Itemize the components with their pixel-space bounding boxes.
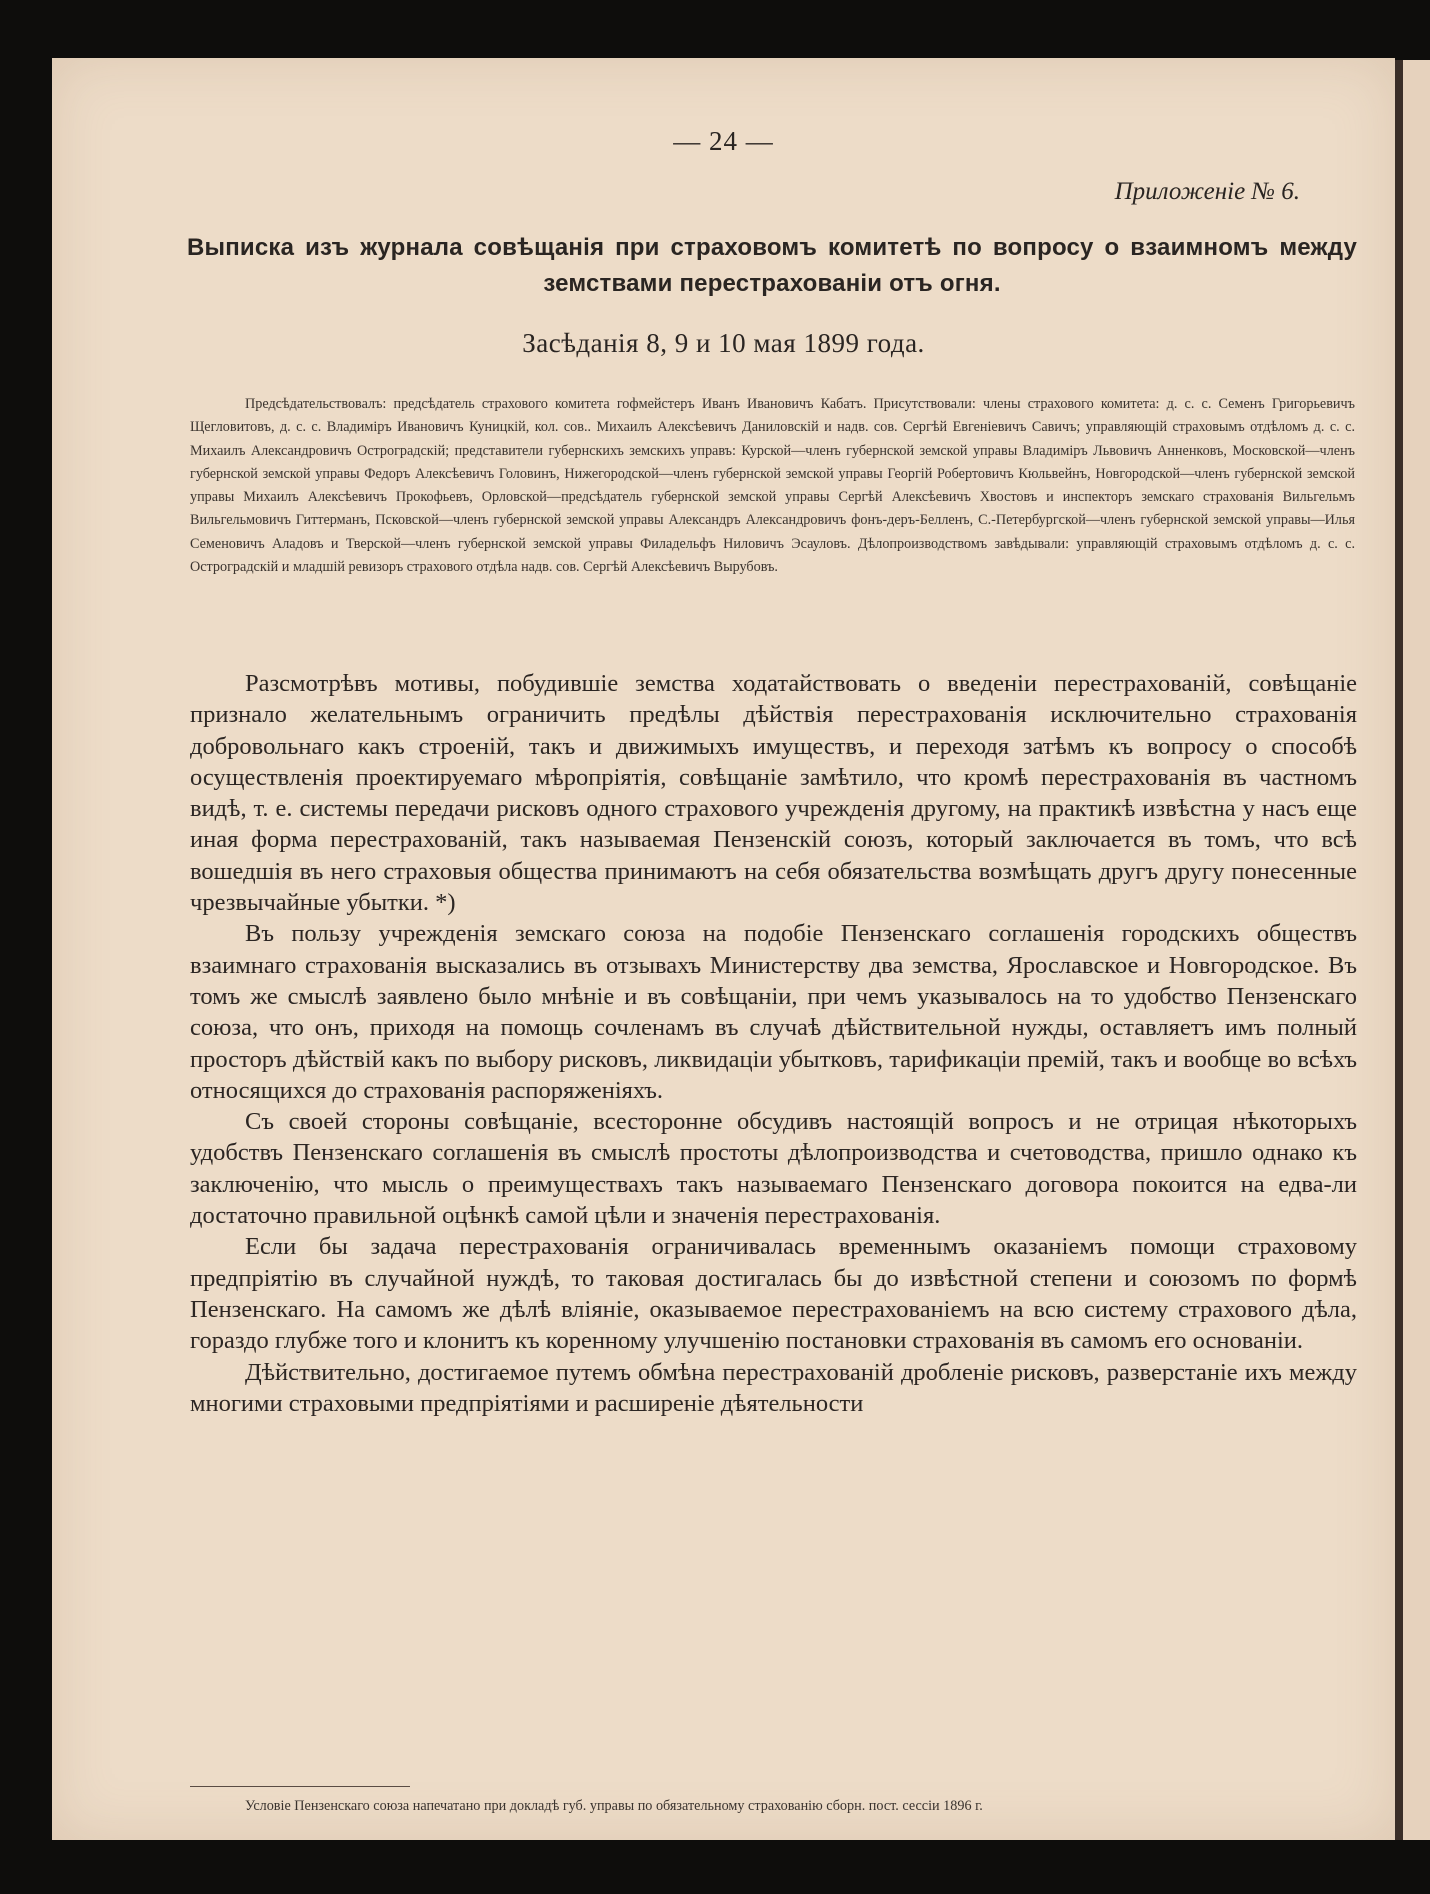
body-text (190, 668, 1357, 1419)
body-paragraph: Дѣйствительно, достигаемое путемъ обмѣна перестрахованій дробленіе рисковъ, разверстаніе ихъ между многими страховыми предпріятіями и расширеніе дѣятельности (190, 1358, 1357, 1417)
body-paragraph: Въ пользу учрежденія земскаго союза на подобіе Пензенскаго соглашенія городскихъ обществъ взаимнаго страхованія высказались въ отзывахъ Министерству два земства, Ярославское и Новгородское. Въ томъ же смыслѣ заявлено было мнѣніе и въ совѣщаніи, при чемъ указывалось на то удобство Пензенскаго союза, что онъ, приходя на помощь сочленамъ въ случаѣ дѣйствительной нужды, оставляетъ имъ полный просторъ дѣйствій какъ по выбору рисковъ, ликвидаціи убытковъ, тарификаціи премій, такъ и вообще во всѣхъ относящихся до страхованія распоряженіяхъ. (190, 920, 1357, 1104)
document-title: Выписка изъ журнала совѣщанія при страховомъ комитетѣ по вопросу о взаимномъ между земствами перестрахованіи отъ огня. (187, 234, 1357, 297)
appendix-label: Приложеніе № 6. (1114, 178, 1300, 205)
document-page (52, 58, 1395, 1840)
body-paragraph: Разсмотрѣвъ мотивы, побудившіе земства ходатайствовать о введеніи перестрахованій, совѣщаніе признало желательнымъ ограничить предѣлы дѣйствія перестрахованія исключительно страхованія добровольнаго какъ строеній, такъ и движимыхъ имуществъ, и переходя затѣмъ къ вопросу о способѣ осуществленія проектируемаго мѣропріятія, совѣщаніе замѣтило, что кромѣ перестрахованія въ частномъ видѣ, т. е. системы передачи рисковъ одного страхового учрежденія другому, на практикѣ извѣстна у насъ еще иная форма перестрахованій, такъ называемая Пензенскій союзъ, который заключается въ томъ, что всѣ вошедшія въ него страховыя общества принимаютъ на себя обязательства возмѣщать другъ другу понесенные чрезвычайные убытки. *) (190, 670, 1357, 917)
footnote-divider (190, 1786, 410, 1787)
body-paragraph: Если бы задача перестрахованія ограничивалась временнымъ оказаніемъ помощи страховому предпріятію въ случайной нуждѣ, то таковая достигалась бы до извѣстной степени и союзомъ по формѣ Пензенскаго. На самомъ же дѣлѣ вліяніе, оказываемое перестрахованіемъ на всю систему страхового дѣла, гораздо глубже того и клонитъ къ коренному улучшенію постановки страхованія въ самомъ его основаніи. (190, 1233, 1357, 1355)
body-paragraph: Съ своей стороны совѣщаніе, всесторонне обсудивъ настоящій вопросъ и не отрицая нѣкоторыхъ удобствъ Пензенскаго соглашенія въ смыслѣ простоты дѣлопроизводства и счетоводства, пришло однако къ заключенію, что мысль о преимуществахъ такъ называемаго Пензенскаго договора покоится на едва-ли достаточно правильной оцѣнкѣ самой цѣли и значенія перестрахованія. (190, 1108, 1357, 1230)
adjacent-page-edge (1400, 60, 1430, 1840)
footnote: Условіе Пензенскаго союза напечатано при докладѣ губ. управы по обязательному страхованію сборн. пост. сессіи 1896 г. (245, 1798, 983, 1814)
page-gutter (1395, 60, 1403, 1840)
session-dates: Засѣданія 8, 9 и 10 мая 1899 года. (522, 328, 925, 358)
attendance-paragraph: Предсѣдательствовалъ: предсѣдатель страхового комитета гофмейстеръ Иванъ Ивановичъ Кабатъ. Присутствовали: члены страхового комитета: д. с. с. Семенъ Григорьевичъ Щегловитовъ, д. с. с. Владиміръ Ивановичъ Куницкій, кол. сов.. Михаилъ Алексѣевичъ Даниловскій и надв. сов. Сергѣй Евгеніевичъ Савичъ; управляющій страховымъ отдѣломъ д. с. с. Михаилъ Александровичъ Остроградскій; представители губернскихъ земскихъ управъ: Курской—членъ губернской земской управы Владиміръ Львовичъ Анненковъ, Московской—членъ губернской земской управы Федоръ Алексѣевичъ Головинъ, Нижегородской—членъ губернской земской управы Георгій Робертовичъ Кюльвейнъ, Новгородской—членъ губернской земской управы Михаилъ Алексѣевичъ Прокофьевъ, Орловской—предсѣдатель губернской земской управы Сергѣй Алексѣевичъ Хвостовъ и инспекторъ земскаго страхованія Вильгельмъ Вильгельмовичъ Гиттерманъ, Псковской—членъ губернской земской управы Александръ Александровичъ фонъ-деръ-Белленъ, С.-Петербургской—членъ губернской земской управы—Илья Семеновичъ Аладовъ и Тверской—членъ губернской земской управы Филадельфъ Ниловичъ Эсауловъ. Дѣлопроизводствомъ завѣдывали: управляющій страховымъ отдѣломъ д. с. с. Остроградскій и младшій ревизоръ страхового отдѣла надв. сов. Сергѣй Алексѣевичъ Вырубовъ. (190, 396, 1355, 576)
page-number: — 24 — (673, 126, 774, 156)
